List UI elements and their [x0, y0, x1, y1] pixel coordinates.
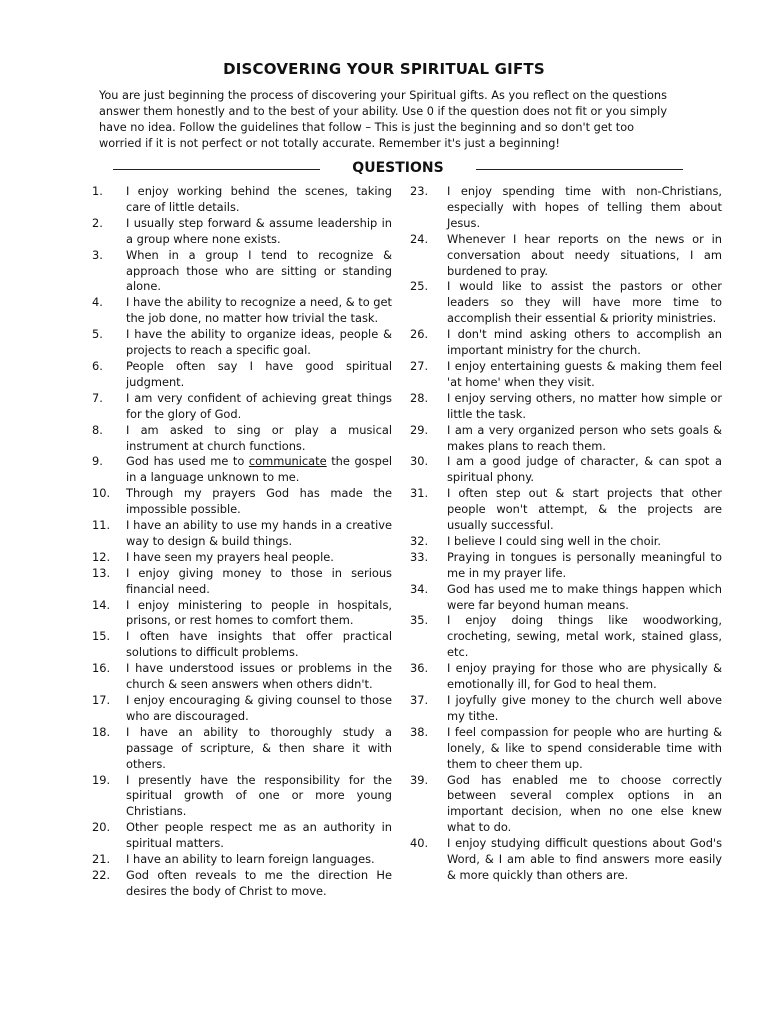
question-number: 33.	[410, 549, 429, 564]
question-number: 12.	[92, 549, 111, 564]
question-number: 26.	[410, 327, 429, 342]
question-item	[410, 534, 722, 550]
question-item	[92, 868, 392, 900]
question-text: Praying in tongues is personally meaningful to me in my prayer life.	[447, 549, 722, 580]
question-item	[92, 327, 392, 359]
question-text: I am a good judge of character, & can spot a spiritual phony.	[447, 454, 722, 485]
questions-column-right	[410, 184, 722, 884]
question-item	[92, 391, 392, 423]
page-title: DISCOVERING YOUR SPIRITUAL GIFTS	[223, 60, 545, 78]
question-number: 32.	[410, 533, 429, 548]
question-text: I would like to assist the pastors or other leaders so they will have more time to accomplish their essential & priority ministries.	[447, 279, 722, 326]
question-item	[410, 423, 722, 455]
question-number: 11.	[92, 518, 111, 533]
question-item	[92, 852, 392, 868]
question-text: I have understood issues or problems in the church & seen answers when others didn't.	[126, 661, 392, 692]
questions-header	[113, 160, 683, 180]
question-number: 31.	[410, 486, 429, 501]
question-item	[92, 629, 392, 661]
header-rule-right	[476, 169, 683, 170]
question-number: 21.	[92, 852, 111, 867]
question-number: 39.	[410, 772, 429, 787]
question-text: I enjoy entertaining guests & making them feel 'at home' when they visit.	[447, 358, 722, 389]
question-number: 17.	[92, 693, 111, 707]
question-text: I have an ability to use my hands in a creative way to design & build things.	[126, 518, 392, 548]
question-text: I often step out & start projects that other people won't attempt, & the projects are usually successful.	[447, 486, 722, 533]
question-item	[410, 184, 722, 232]
question-number: 13.	[92, 565, 111, 580]
question-item	[410, 486, 722, 534]
questions-column-left	[92, 184, 392, 900]
question-item	[410, 359, 722, 391]
question-item	[410, 391, 722, 423]
question-item	[92, 773, 392, 821]
question-item	[410, 725, 722, 773]
question-number: 34.	[410, 581, 429, 596]
question-item	[410, 550, 722, 582]
question-number: 36.	[410, 661, 429, 676]
question-number: 23.	[410, 184, 429, 198]
question-item	[410, 454, 722, 486]
question-number: 38.	[410, 724, 429, 739]
question-text: I am very confident of achieving great things for the glory of God.	[126, 390, 392, 421]
question-item	[410, 836, 722, 884]
question-number: 30.	[410, 454, 429, 469]
question-text: Other people respect me as an authority in spiritual matters.	[126, 820, 392, 851]
question-item	[410, 661, 722, 693]
question-number: 14.	[92, 597, 111, 612]
question-item	[92, 248, 392, 296]
question-number: 27.	[410, 358, 429, 373]
question-number: 5.	[92, 327, 103, 342]
question-text: I usually step forward & assume leadership in a group where none exists.	[126, 215, 392, 246]
question-item	[410, 613, 722, 661]
question-text: I have the ability to organize ideas, people & projects to reach a specific goal.	[126, 327, 392, 358]
question-text: I enjoy encouraging & giving counsel to those who are discouraged.	[126, 693, 392, 723]
question-text: I have the ability to recognize a need, & to get the job done, no matter how trivial the task.	[126, 295, 392, 326]
question-text: God has used me to make things happen which were far beyond human means.	[447, 581, 722, 612]
question-number: 35.	[410, 613, 429, 628]
question-number: 9.	[92, 454, 103, 469]
intro-paragraph: You are just beginning the process of discovering your Spiritual gifts. As you reflect on the questions answer them honestly and to the best of your ability. Use 0 if the question does not fit or you simply have no idea. Follow the guidelines that follow – This is just the beginning and so don't get too worried if it is not perfect or not totally accurate. Remember it's just a beginning!	[99, 89, 668, 150]
question-text: Whenever I hear reports on the news or in conversation about needy situations, I am burdened to pray.	[447, 231, 722, 278]
question-text: I joyfully give money to the church well above my tithe.	[447, 693, 722, 723]
question-item	[92, 725, 392, 773]
question-number: 8.	[92, 422, 103, 437]
question-text: I enjoy praying for those who are physically & emotionally ill, for God to heal them.	[447, 661, 722, 692]
question-number: 29.	[410, 422, 429, 437]
question-text: I enjoy doing things like woodworking, crocheting, sewing, metal work, stained glass, etc.	[447, 613, 722, 660]
question-item	[92, 661, 392, 693]
question-text	[126, 454, 392, 486]
question-text: I enjoy working behind the scenes, taking care of little details.	[126, 184, 392, 214]
question-number: 22.	[92, 867, 111, 882]
question-text: I enjoy giving money to those in serious financial need.	[126, 565, 392, 596]
question-text: I am a very organized person who sets goals & makes plans to reach them.	[447, 422, 722, 453]
question-number: 7.	[92, 390, 103, 405]
question-item	[92, 184, 392, 216]
question-text: I presently have the responsibility for the spiritual growth of one or more young Christians.	[126, 772, 392, 819]
question-text-part: God has used me to	[126, 454, 249, 469]
question-item	[410, 693, 722, 725]
question-number: 37.	[410, 693, 429, 707]
question-text: God often reveals to me the direction He desires the body of Christ to move.	[126, 867, 392, 898]
question-item	[410, 327, 722, 359]
question-text: God has enabled me to choose correctly between several complex options in an important decision, when no one else knew what to do.	[447, 772, 722, 835]
question-item	[92, 693, 392, 725]
question-item	[92, 550, 392, 566]
question-text-part: the gospel in a language unknown to me.	[126, 454, 392, 485]
header-rule-left	[113, 169, 320, 170]
question-number: 20.	[92, 820, 111, 835]
questions-heading: QUESTIONS	[352, 160, 444, 176]
question-number: 4.	[92, 295, 103, 310]
question-text: I often have insights that offer practical solutions to difficult problems.	[126, 629, 392, 660]
question-number: 6.	[92, 358, 103, 373]
question-item	[410, 582, 722, 614]
question-item	[92, 566, 392, 598]
question-number: 10.	[92, 486, 111, 501]
underlined-word: communicate	[248, 454, 327, 469]
question-item	[92, 295, 392, 327]
question-item	[92, 518, 392, 550]
question-number: 15.	[92, 629, 111, 644]
question-text: I am asked to sing or play a musical instrument at church functions.	[126, 422, 392, 453]
question-number: 2.	[92, 215, 103, 230]
question-item	[92, 423, 392, 455]
question-text: People often say I have good spiritual judgment.	[126, 358, 392, 389]
question-item	[410, 773, 722, 837]
question-item	[92, 820, 392, 852]
question-text: I have seen my prayers heal people.	[126, 549, 334, 564]
question-number: 16.	[92, 661, 111, 676]
question-number: 19.	[92, 772, 111, 787]
question-text: When in a group I tend to recognize & approach those who are sitting or standing alone.	[126, 247, 392, 294]
question-text: I have an ability to learn foreign languages.	[126, 852, 375, 867]
question-number: 18.	[92, 724, 111, 739]
question-item	[92, 486, 392, 518]
question-text: Through my prayers God has made the impossible possible.	[126, 486, 392, 517]
question-number: 24.	[410, 231, 429, 246]
question-number: 1.	[92, 184, 103, 198]
question-number: 40.	[410, 836, 429, 851]
question-text: I feel compassion for people who are hurting & lonely, & like to spend considerable time with them to cheer them up.	[447, 724, 722, 771]
question-item	[410, 279, 722, 327]
question-number: 3.	[92, 247, 103, 262]
question-item	[410, 232, 722, 280]
question-item	[92, 216, 392, 248]
question-item	[92, 454, 392, 486]
question-item	[92, 359, 392, 391]
question-text: I enjoy serving others, no matter how simple or little the task.	[447, 390, 722, 421]
question-text: I believe I could sing well in the choir.	[447, 533, 662, 548]
question-text: I don't mind asking others to accomplish an important ministry for the church.	[447, 327, 722, 358]
question-number: 25.	[410, 279, 429, 294]
question-text: I have an ability to thoroughly study a passage of scripture, & then share it with others.	[126, 724, 392, 771]
question-text: I enjoy ministering to people in hospitals, prisons, or rest homes to comfort them.	[126, 597, 392, 628]
question-text: I enjoy studying difficult questions about God's Word, & I am able to find answers more easily & more quickly than others are.	[447, 836, 722, 882]
question-text: I enjoy spending time with non-Christians, especially with hopes of telling them about Jesus.	[447, 184, 722, 230]
question-number: 28.	[410, 390, 429, 405]
question-item	[92, 598, 392, 630]
